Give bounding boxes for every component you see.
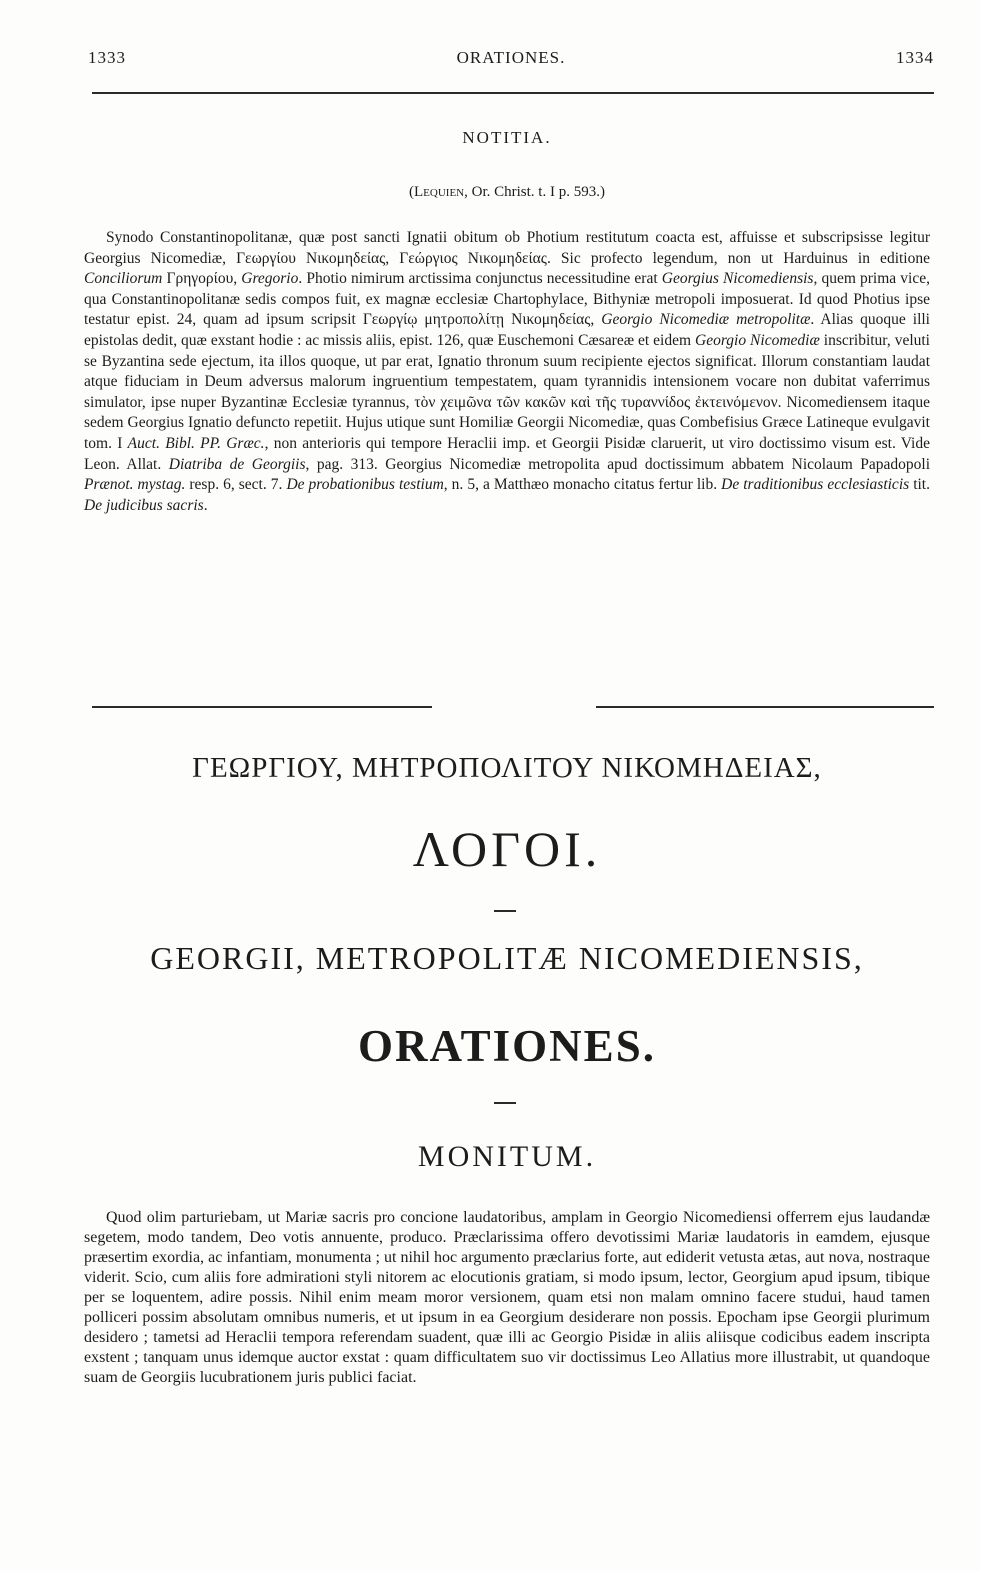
section-rule-left xyxy=(92,706,432,708)
monitum-heading: MONITUM. xyxy=(417,1140,597,1173)
greek-author-heading: ΓΕΩΡΓΙΟΥ, ΜΗΤΡΟΠΟΛΙΤΟΥ ΝΙΚΟΜΗΔΕΙΑΣ, xyxy=(192,752,822,784)
text-run: , pag. 313. Georgius Nicomediæ metropolita apud doctissimum abbatem Nicolaum Papadopoli xyxy=(305,455,930,473)
italic-citation: Georgio Nicomediæ xyxy=(695,331,820,349)
text-run: resp. 6, sect. 7. xyxy=(185,476,287,494)
text-run: , non anterioris qui tempore Heraclii imp. et Georgii Pisidæ claruerit, ut viro doctissimo visum est. Vide Leon. Allat. xyxy=(84,434,930,473)
text-run: tit. xyxy=(909,476,930,494)
notitia-heading: NOTITIA. xyxy=(462,128,552,147)
text-run: . xyxy=(203,496,208,514)
text-run: inscribitur, veluti se Byzantina sede ejectum, ita illos quoque, ut par erat, Ignatio thronum suum recipiente ejectos significat. Illorum constantiam laudat atque fiduciam in Deum adversus malorum ingruentium tempestatem, quam tyrannidis intensionem vocare non dubitat vaferrimus simulator, ipse nuper Byzantinæ Ecclesiæ tyrannus, τὸν χειμῶνα τῶν κακῶν καὶ τῆς τυραννίδος ἐκτεινόμενον. Nicomediensem itaque sedem Georgius Ignatio defuncto repetiit. Hujus utique sunt Homiliæ Georgii Nicomediæ, quas Combefisius Græce Latineque evulgavit tom. I xyxy=(84,331,930,452)
title-dash-2 xyxy=(494,1102,516,1104)
page-number-left: 1333 xyxy=(88,48,126,67)
page-number-right: 1334 xyxy=(896,48,934,67)
text-run: . Alias quoque illi epistolas dedit, quæ exstant hodie : ac missis aliis, epist. 126, quæ Euschemoni Cæsareæ et eidem xyxy=(84,311,930,349)
notitia-paragraph xyxy=(84,228,930,516)
italic-citation: De judicibus sacris xyxy=(84,496,204,514)
italic-citation: Gregorio xyxy=(241,270,299,288)
greek-work-title: ΛΟΓΟΙ. xyxy=(412,821,602,877)
section-rule-right xyxy=(596,706,934,708)
notitia-source: (Lequien, Or. Christ. t. I p. 593.) xyxy=(409,184,605,200)
italic-citation: Georgius Nicomediensis xyxy=(661,270,814,288)
italic-citation: Georgio Nicomediæ metropolitæ xyxy=(601,311,811,329)
text-run: . Photio nimirum arctissima conjunctus necessitudine erat xyxy=(298,270,662,288)
running-title: ORATIONES. xyxy=(456,48,566,67)
italic-citation: De probationibus testium xyxy=(286,476,444,494)
text-run: Γρηγορίου, xyxy=(162,270,242,288)
italic-citation: Auct. Bibl. PP. Græc. xyxy=(127,434,265,452)
monitum-paragraph: Quod olim parturiebam, ut Mariæ sacris pro concione laudatoribus, amplam in Georgio Nicomediensi offerrem ejus laudandæ segetem, modo tandem, Deo votis annuente, produco. Præclarissima offero devotissimi Mariæ laudatoris in eamdem, ejusque præsertim exordia, ac infantiam, monumenta ; ut nihil hoc argumento præclarius forte, aut ediderit vetusta ætas, aut nova, nostraque viderit. Scio, cum aliis fore admirationi styli nitorem ac elocutionis gratiam, si modo ipsum, lector, Georgium apud ipsum, tibique per se loquentem, adire possis. Nihil enim meam moror versionem, quam etsi non malam omnino facere studui, haud tamen polliceri possim absolutam omnibus numeris, et ut ipsum in ea Georgium desiderare non possis. Epocham ipse Georgii plurimum desidero ; tametsi ad Heraclii tempora referendam suadent, quæ illi ac Georgio Pisidæ in aliis aliisque codicibus eadem inscripta exstent ; tanquam unus idemque auctor exstat : quam difficultatem suo vir doctissimus Leo Allatius more illustrabit, ut quandoque suam de Georgiis lucubrationem juris publici faciat. xyxy=(84,1209,930,1386)
header-rule xyxy=(92,92,934,94)
italic-citation: Conciliorum xyxy=(84,270,163,288)
text-run: Synodo Constantinopolitanæ, quæ post sancti Ignatii obitum ob Photium restitutum coacta est, affuisse et subscripsisse legitur Georgius Nicomediæ, Γεωργίου Νικομηδείας, Γεώργιος Νικομηδείας. Sic profecto legendum, non ut Harduinus in editione xyxy=(84,229,930,267)
text-run: , quem prima vice, qua Constantinopolitanæ sedis compos fuit, ex magnæ ecclesiæ Chartophylace, Bithyniæ metropoli imposuerat. Id quod Photius ipse testatur epist. 24, quam ad ipsum scripsit Γεωργίῳ μητροπολίτῃ Νικομηδείας, xyxy=(84,270,930,329)
italic-citation: De traditionibus ecclesiasticis xyxy=(721,476,910,494)
italic-citation: Prænot. mystag. xyxy=(84,476,186,494)
running-header xyxy=(88,48,934,72)
title-dash-1 xyxy=(494,910,516,912)
italic-citation: Diatriba de Georgiis xyxy=(168,455,306,473)
latin-work-title: ORATIONES. xyxy=(358,1021,656,1071)
text-run: , n. 5, a Matthæo monacho citatus fertur lib. xyxy=(443,476,722,494)
latin-author-heading: GEORGII, METROPOLITÆ NICOMEDIENSIS, xyxy=(150,940,864,976)
